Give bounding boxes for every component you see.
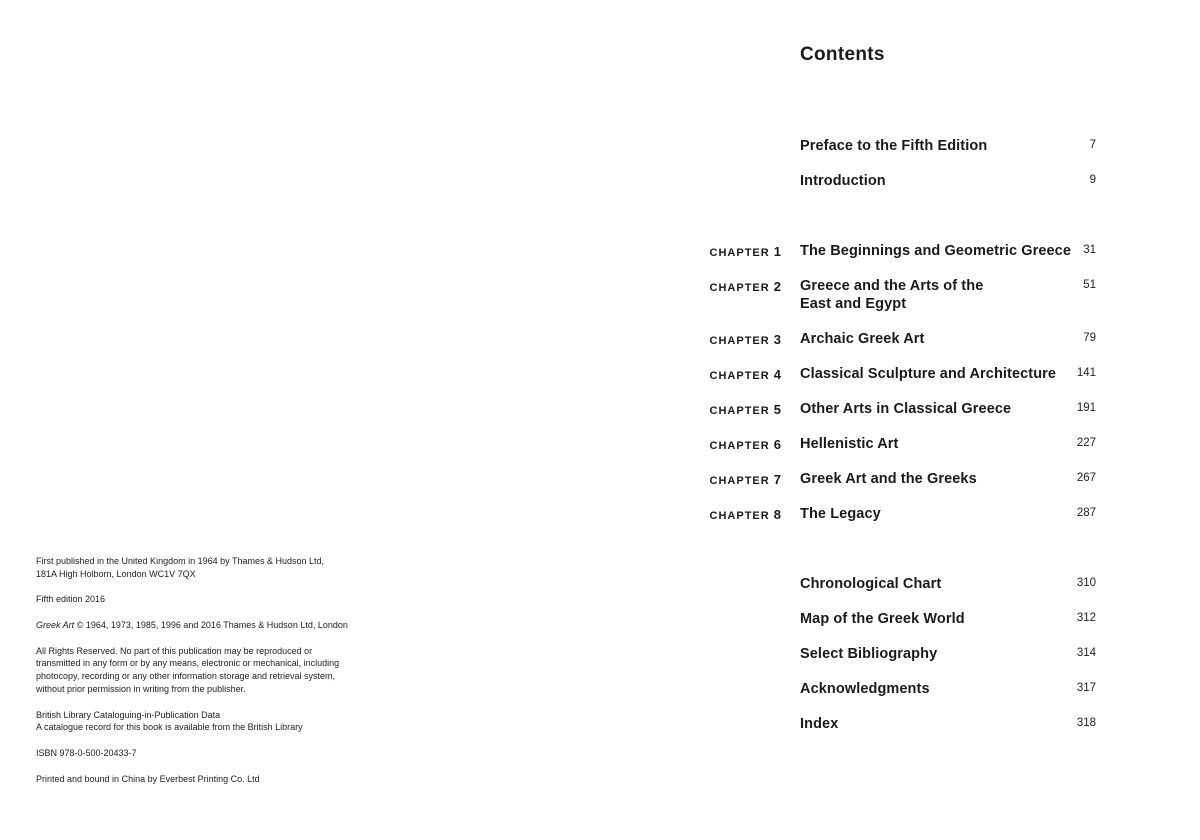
chapter-number: 7 [773, 472, 781, 487]
chapter-number: 8 [773, 507, 781, 522]
toc-entry-chapter-7[interactable] [600, 470, 1200, 505]
chapter-number: 3 [773, 332, 781, 347]
toc-entry-page: 314 [1076, 647, 1096, 659]
chapter-label: CHAPTER 7 [709, 472, 781, 487]
chapter-label: CHAPTER 5 [709, 402, 781, 417]
toc-entry-chapter-4[interactable] [600, 365, 1200, 400]
chapter-label: CHAPTER 3 [709, 332, 781, 347]
toc-entry-bibliography[interactable] [600, 645, 1200, 680]
copyright-book-title: Greek Art [36, 619, 75, 630]
toc-entry-title: Introduction [800, 173, 886, 189]
toc-entry-map[interactable] [600, 610, 1200, 645]
chapter-number: 4 [773, 367, 781, 382]
toc-entry-title: Map of the Greek World [800, 611, 965, 627]
toc-entry-chapter-5[interactable] [600, 400, 1200, 435]
toc-entry-title: Index [800, 716, 839, 732]
chapter-label: CHAPTER 4 [709, 367, 781, 382]
toc-entry-title: Other Arts in Classical Greece [800, 401, 1012, 417]
chapter-label: CHAPTER 6 [709, 437, 781, 452]
first-published-text: First published in the United Kingdom in 1964 by Thames & Hudson Ltd, 181A High Holborn, London WC1V 7QX [36, 556, 324, 579]
copyright-text: © 1964, 1973, 1985, 1996 and 2016 Thames & Hudson Ltd, London [74, 619, 348, 630]
copyright-imprint [36, 555, 356, 798]
toc-entry-title: Preface to the Fifth Edition [800, 138, 988, 154]
toc-entry-title: Chronological Chart [800, 576, 942, 592]
toc-entry-page: 318 [1076, 717, 1096, 729]
toc-entry-chapter-2[interactable] [600, 277, 1200, 312]
right-page [600, 0, 1200, 840]
toc-entry-page: 267 [1076, 472, 1096, 484]
chapter-label: CHAPTER 1 [709, 244, 781, 259]
toc-entry-chapter-3[interactable] [600, 330, 1200, 365]
toc-entry-page: 191 [1076, 402, 1096, 414]
chapter-number: 6 [773, 437, 781, 452]
toc-entry-page: 317 [1076, 682, 1096, 694]
toc-entry-title: The Legacy [800, 506, 881, 522]
toc-entry-acknowledgments[interactable] [600, 680, 1200, 715]
chapter-number: 5 [773, 402, 781, 417]
toc-entry-page: 227 [1076, 437, 1096, 449]
toc-entry-preface[interactable] [600, 137, 1200, 172]
toc-entry-title: Hellenistic Art [800, 436, 899, 452]
toc-entry-page: 287 [1076, 507, 1096, 519]
toc-entry-title: Acknowledgments [800, 681, 930, 697]
chapter-label: CHAPTER 8 [709, 507, 781, 522]
toc-entry-page: 79 [1083, 332, 1096, 344]
toc-entry-chronological-chart[interactable] [600, 575, 1200, 610]
chapter-number: 2 [773, 279, 781, 294]
toc-entry-page: 7 [1089, 139, 1096, 151]
toc-entry-title: Greece and the Arts of the East and Egypt [800, 278, 984, 312]
toc-entry-chapter-8[interactable] [600, 505, 1200, 540]
toc-entry-page: 31 [1083, 244, 1096, 256]
toc-entry-chapter-1[interactable] [600, 242, 1200, 277]
chapter-label: CHAPTER 2 [709, 279, 781, 294]
toc-entry-index[interactable] [600, 715, 1200, 750]
isbn-text: ISBN 978-0-500-20433-7 [36, 747, 137, 758]
toc-entry-introduction[interactable] [600, 172, 1200, 207]
toc-entry-title: Select Bibliography [800, 646, 938, 662]
edition-text: Fifth edition 2016 [36, 594, 106, 605]
copyright-line [36, 619, 356, 632]
toc-entry-title: The Beginnings and Geometric Greece [800, 243, 1072, 259]
toc-entry-page: 312 [1076, 612, 1096, 624]
toc-entry-chapter-6[interactable] [600, 435, 1200, 470]
chapter-number: 1 [773, 244, 781, 259]
toc-entry-page: 141 [1076, 367, 1096, 379]
toc-entry-title: Greek Art and the Greeks [800, 471, 977, 487]
toc-entry-title: Archaic Greek Art [800, 331, 925, 347]
toc-entry-page: 9 [1089, 174, 1096, 186]
printer-text: Printed and bound in China by Everbest Printing Co. Ltd [36, 773, 260, 784]
toc-entry-title: Classical Sculpture and Architecture [800, 366, 1057, 382]
rights-text: All Rights Reserved. No part of this publication may be reproduced or transmitted in any form or by any means, electronic or mechanical, including photocopy, recording or any other information storage and retrieval system, without prior permission in writing from the publisher. [36, 645, 340, 694]
cataloguing-text: British Library Cataloguing-in-Publication Data A catalogue record for this book is available from the British Library [36, 709, 303, 733]
contents-title: Contents [800, 44, 885, 65]
toc-entry-page: 310 [1076, 577, 1096, 589]
toc-entry-page: 51 [1083, 279, 1096, 291]
